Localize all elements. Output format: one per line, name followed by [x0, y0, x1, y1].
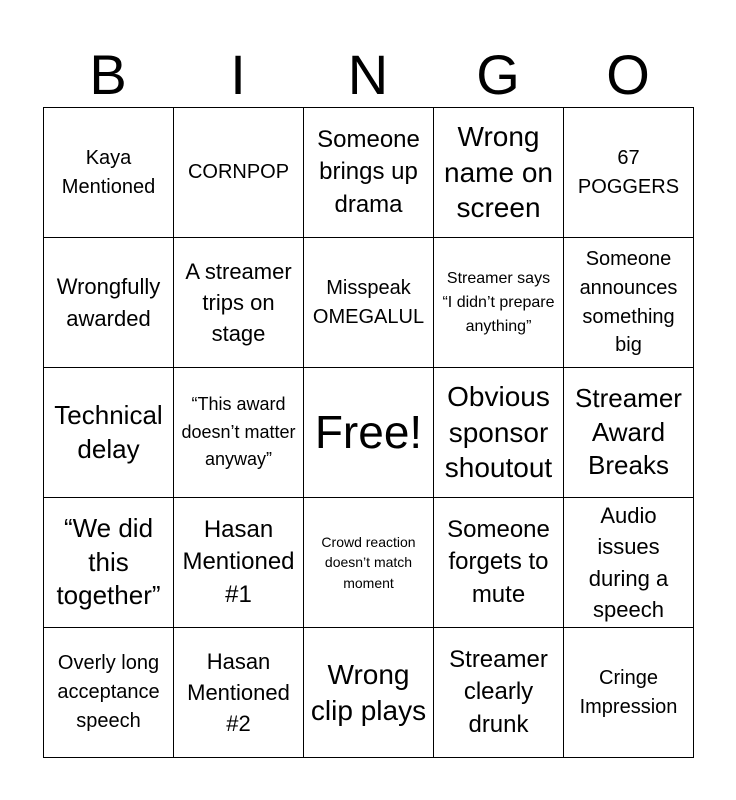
bingo-cell[interactable] [564, 108, 694, 238]
cell-text: Misspeak OMEGALUL [312, 276, 425, 328]
bingo-cell[interactable] [174, 628, 304, 758]
cell-text: Hasan Mentioned #1 [182, 516, 295, 608]
header-letter-i: I [230, 43, 246, 106]
bingo-board [43, 107, 694, 758]
cell-text: Wrong name on screen [444, 120, 553, 224]
cell-text: Obvious sponsor shoutout [444, 380, 553, 484]
cell-text: “This award doesn’t matter anyway” [181, 393, 296, 470]
cell-text: Someone forgets to mute [447, 516, 550, 608]
header-letter-n: N [347, 43, 389, 106]
cell-text: 67 POGGERS [577, 146, 680, 198]
free-space-text: Free! [314, 406, 423, 459]
bingo-cell[interactable] [434, 498, 564, 628]
bingo-cell[interactable] [174, 108, 304, 238]
bingo-cell[interactable] [174, 498, 304, 628]
bingo-cell[interactable] [564, 238, 694, 368]
bingo-cell[interactable] [44, 628, 174, 758]
cell-text: “We did this together” [56, 512, 161, 611]
bingo-cell[interactable] [564, 368, 694, 498]
bingo-cell[interactable] [304, 238, 434, 368]
bingo-cell[interactable] [174, 238, 304, 368]
bingo-cell[interactable] [564, 628, 694, 758]
cell-text: A streamer trips on stage [185, 258, 292, 347]
header-letter-g: G [476, 43, 520, 106]
cell-text: Wrongfully awarded [56, 274, 161, 331]
bingo-cell-free[interactable] [304, 368, 434, 498]
bingo-cell[interactable] [44, 108, 174, 238]
bingo-cell[interactable] [44, 238, 174, 368]
bingo-cell[interactable] [174, 368, 304, 498]
cell-text: Crowd reaction doesn’t match moment [321, 534, 416, 591]
bingo-cell[interactable] [434, 628, 564, 758]
cell-text: Overly long acceptance speech [57, 652, 160, 732]
cell-text: Cringe Impression [579, 666, 678, 718]
cell-text: Wrong clip plays [310, 658, 427, 726]
bingo-cell[interactable] [44, 368, 174, 498]
cell-text: Audio issues during a speech [588, 503, 669, 622]
header-letter-o: O [606, 43, 650, 106]
cell-text: Kaya Mentioned [61, 146, 156, 198]
bingo-header [43, 42, 693, 108]
bingo-cell[interactable] [434, 238, 564, 368]
cell-text: Streamer Award Breaks [575, 382, 682, 481]
bingo-cell[interactable] [434, 368, 564, 498]
cell-text: Someone brings up drama [317, 126, 420, 218]
cell-text: Technical delay [54, 399, 163, 464]
header-letter-b: B [89, 43, 127, 106]
cell-text: CORNPOP [187, 161, 290, 184]
bingo-cell[interactable] [564, 498, 694, 628]
cell-text: Someone announces something big [579, 247, 678, 357]
bingo-cell[interactable] [304, 498, 434, 628]
cell-text: Hasan Mentioned #2 [187, 648, 290, 737]
bingo-cell[interactable] [434, 108, 564, 238]
cell-text: Streamer says “I didn’t prepare anything” [442, 269, 555, 335]
bingo-cell[interactable] [304, 628, 434, 758]
cell-text: Streamer clearly drunk [449, 646, 548, 738]
bingo-cell[interactable] [304, 108, 434, 238]
bingo-cell[interactable] [44, 498, 174, 628]
